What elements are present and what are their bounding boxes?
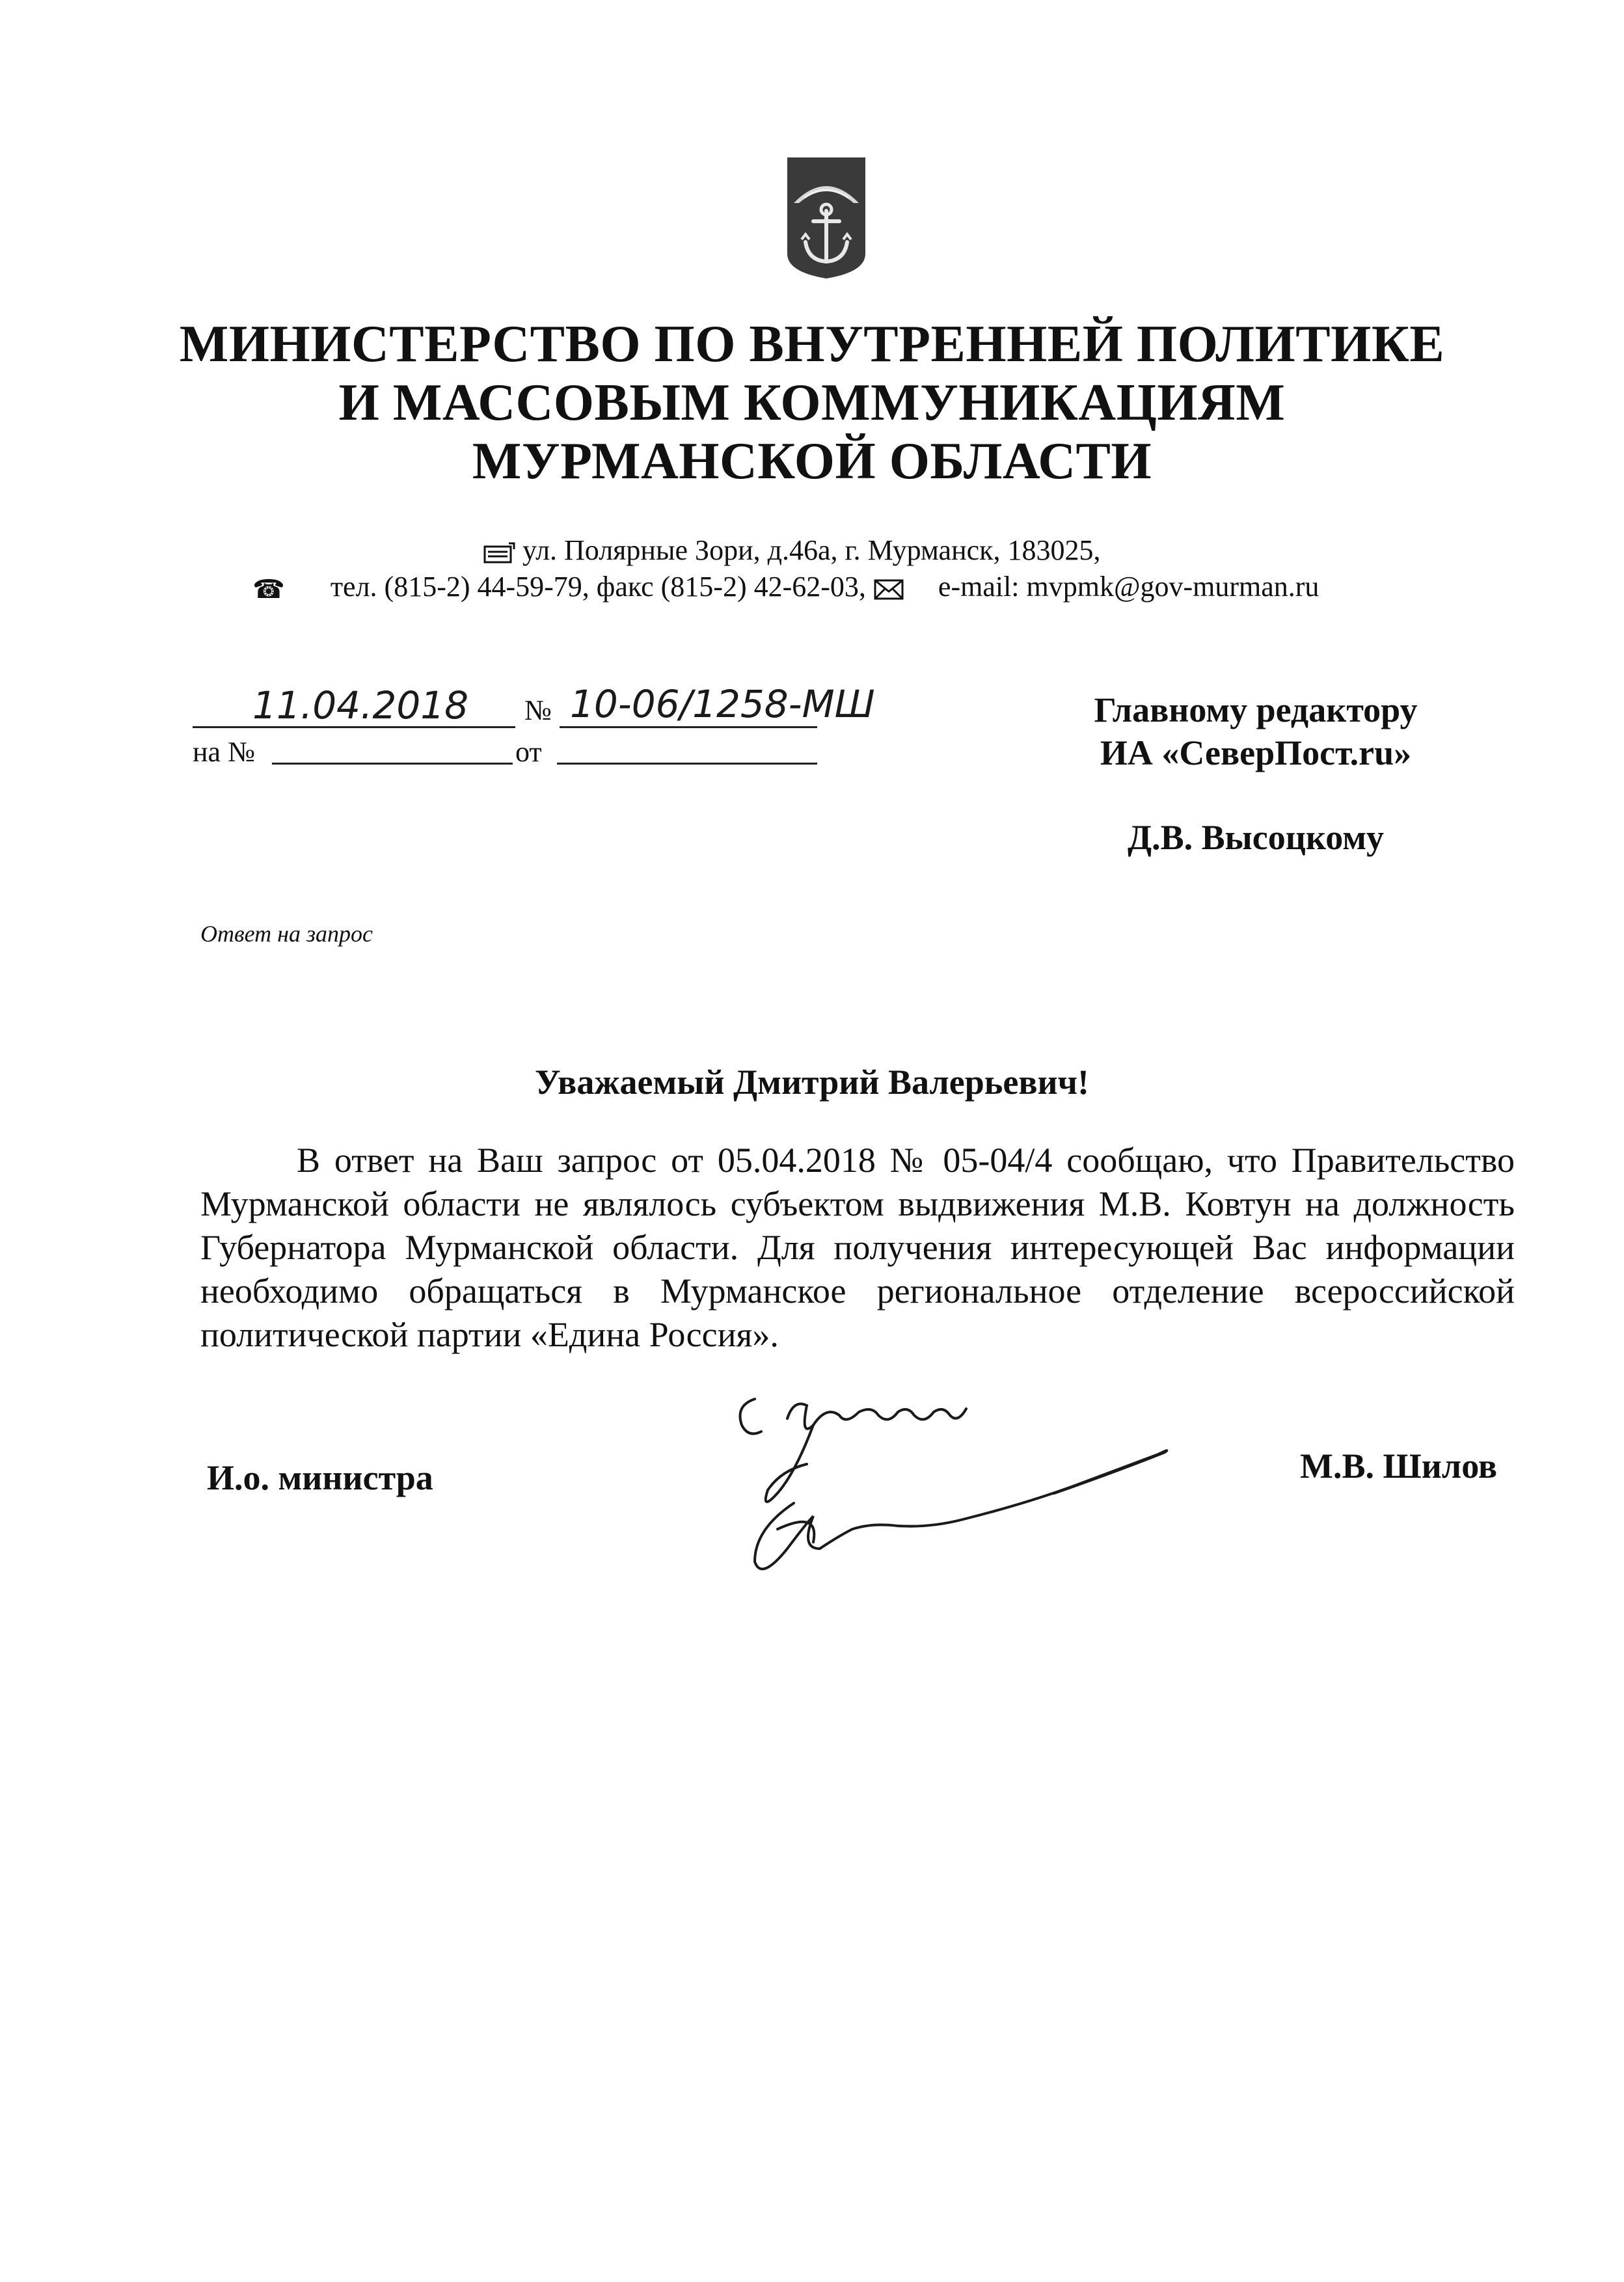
phone-fax-text: тел. (815-2) 44-59-79, факс (815-2) 42-62-03, [330, 571, 866, 603]
signatory-name: М.В. Шилов [1300, 1447, 1498, 1486]
telephone-icon: ☎ [252, 574, 285, 604]
address-text: ул. Полярные Зори, д.46а, г. Мурманск, 183025, [522, 534, 1101, 566]
email-text: e-mail: mvpmk@gov-murman.ru [938, 571, 1320, 603]
number-underline [560, 726, 817, 728]
signatory-title: И.о. министра [207, 1458, 433, 1497]
addressee-block [969, 688, 1542, 859]
registration-number: 10-06/1258-МШ [570, 682, 875, 726]
coat-of-arms-icon [786, 156, 867, 280]
ministry-title-line: МИНИСТЕРСТВО ПО ВНУТРЕННЕЙ ПОЛИТИКЕ [179, 316, 1445, 373]
ministry-title [0, 315, 1624, 491]
salutation: Уважаемый Дмитрий Валерьевич! [534, 1063, 1090, 1102]
ministry-title-line: И МАССОВЫМ КОММУНИКАЦИЯМ [338, 374, 1286, 431]
ministry-title-line: МУРМАНСКОЙ ОБЛАСТИ [472, 433, 1152, 490]
letter-body [200, 1139, 1515, 1357]
registration-date: 11.04.2018 [252, 683, 469, 727]
addressee-name: Д.В. Высоцкому [1127, 818, 1385, 857]
mailbox-icon [483, 541, 515, 565]
letter-subject: Ответ на запрос [200, 921, 373, 947]
number-label: № [524, 694, 552, 726]
from-underline [557, 763, 817, 765]
date-underline [193, 726, 515, 728]
addressee-position: Главному редактору [1094, 690, 1418, 729]
ministry-contacts [252, 570, 1319, 604]
reference-underline [272, 763, 513, 765]
reference-label: на № [193, 736, 256, 768]
body-paragraph: В ответ на Ваш запрос от 05.04.2018 № 05-04/4 сообщаю, что Правительство Мурманской области не являлось субъектом выдвижения М.В. Ковтун на должность Губернатора Мурманской области. Для получения интересующей Вас информации необходимо обращаться в Мурманское региональное отделение всероссийской политической партии «Едина Россия». [200, 1141, 1515, 1354]
envelope-icon [873, 578, 906, 601]
handwritten-signature [716, 1379, 1210, 1588]
addressee-organization: ИА «СеверПост.ru» [1100, 733, 1412, 772]
ministry-address [483, 534, 1101, 567]
from-label: от [515, 736, 542, 768]
